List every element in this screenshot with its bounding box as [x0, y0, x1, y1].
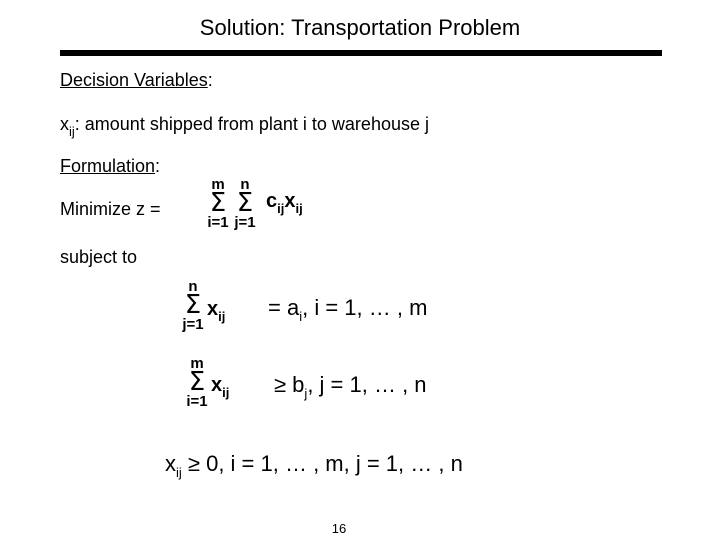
decision-variables-heading — [60, 70, 213, 91]
constraint1-var-term — [207, 298, 226, 324]
constraint1-var: x — [207, 298, 219, 320]
variable-subscript: ij — [69, 124, 75, 139]
objective-coef-sub: ij — [277, 201, 285, 216]
objective-var: x — [284, 190, 296, 212]
decision-variables-label: Decision Variables — [60, 70, 208, 90]
constraint2-rest: , j = 1, … , n — [307, 372, 427, 397]
decision-variables-colon: : — [207, 70, 213, 90]
objective-sum-i-lower: i=1 — [207, 214, 229, 232]
objective-sum-i-upper: m — [211, 176, 225, 193]
variable-definition-text: : amount shipped from plant i to warehouse j — [74, 114, 429, 134]
constraint1-rel-sub: i — [299, 309, 303, 324]
constraint1-sum — [176, 279, 210, 332]
objective-coef: c — [266, 190, 278, 212]
objective-sigma-i: Σ — [209, 188, 227, 218]
constraint2-var-term — [211, 374, 230, 400]
objective-prefix: Minimize z = — [60, 199, 161, 219]
objective-sum-i — [203, 177, 233, 230]
constraint1-sum-lower: j=1 — [182, 316, 204, 334]
title-divider — [60, 50, 662, 56]
constraint2-sum-upper: m — [190, 355, 204, 372]
formulation-colon: : — [155, 156, 161, 176]
formulation-heading — [60, 156, 160, 177]
constraint1-var-sub: ij — [218, 309, 226, 324]
nonnegativity-constraint — [165, 451, 463, 480]
subject-to-label: subject to — [60, 247, 138, 267]
constraint1-rel: = a — [268, 295, 300, 320]
variable-x: x — [60, 114, 69, 134]
constraint2-sum — [180, 356, 214, 409]
page-title: Solution: Transportation Problem — [199, 15, 521, 40]
nonnegativity-sub: ij — [176, 465, 182, 480]
constraint1-sigma: Σ — [184, 290, 202, 320]
objective-sum-j-lower: j=1 — [234, 214, 256, 232]
constraint2-sum-lower: i=1 — [186, 393, 208, 411]
constraint2-var: x — [211, 374, 223, 396]
constraint1-relation — [268, 295, 428, 324]
objective-sigma-j: Σ — [236, 188, 254, 218]
constraint2-rel: ≥ b — [274, 372, 305, 397]
nonnegativity-var: x — [165, 451, 176, 476]
constraint2-relation — [274, 372, 427, 401]
constraint1-rest: , i = 1, … , m — [302, 295, 428, 320]
nonnegativity-text: ≥ 0, i = 1, … , m, j = 1, … , n — [181, 451, 463, 476]
objective-sum-j — [230, 177, 260, 230]
objective-sum-j-upper: n — [240, 176, 250, 193]
objective-var-sub: ij — [295, 201, 303, 216]
constraint1-sum-upper: n — [188, 278, 198, 295]
constraint2-sigma: Σ — [188, 367, 206, 397]
formulation-label: Formulation — [60, 156, 156, 176]
constraint2-var-sub: ij — [222, 385, 230, 400]
page-number: 16 — [331, 521, 347, 536]
objective-term — [266, 190, 303, 216]
variable-definition — [60, 114, 429, 139]
constraint2-rel-sub: j — [304, 386, 308, 401]
